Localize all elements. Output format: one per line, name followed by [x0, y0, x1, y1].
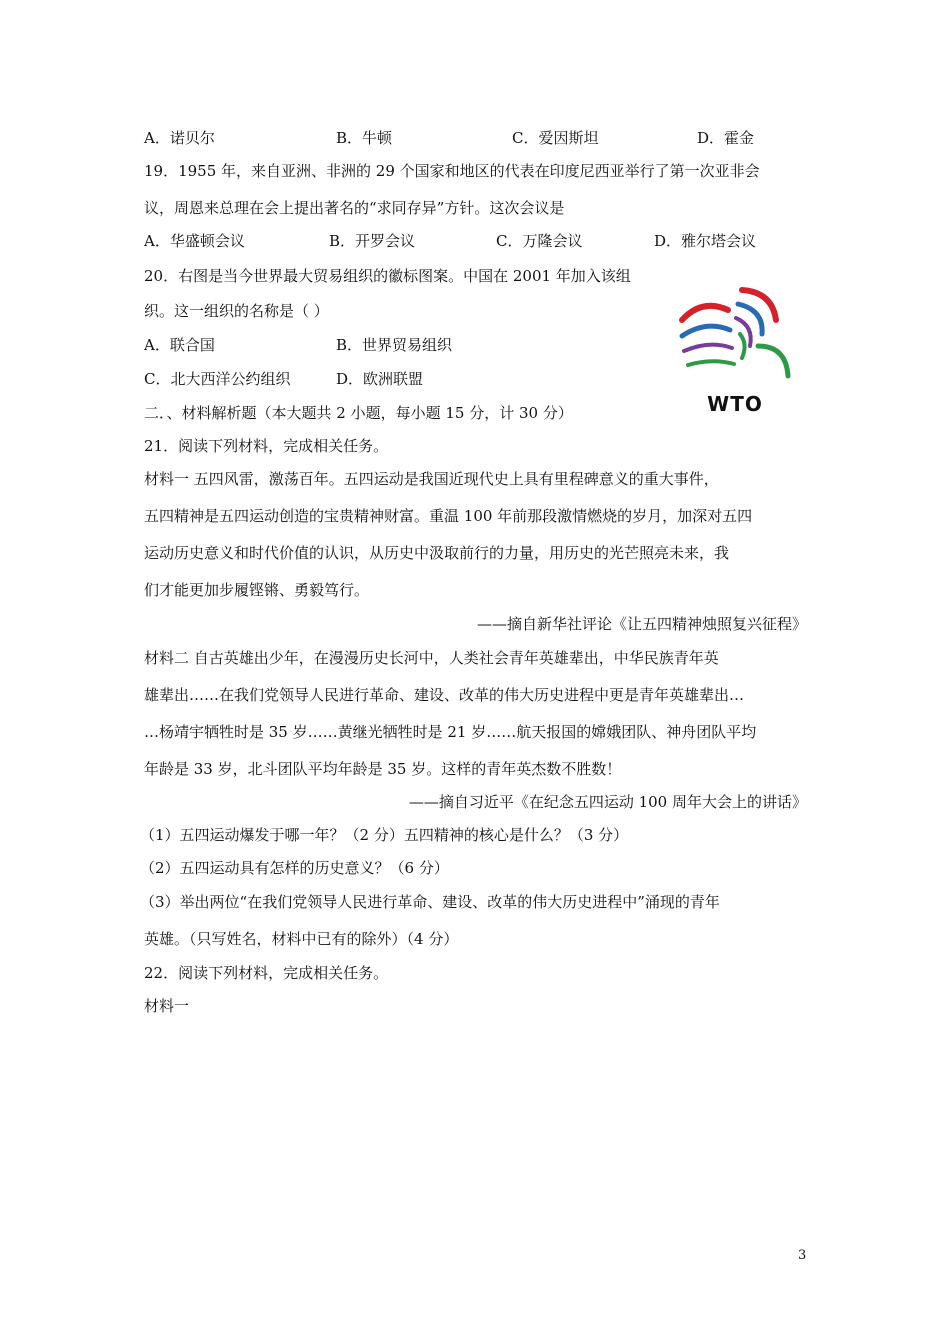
q20-option-b: B．世界贸易组织	[336, 336, 453, 354]
q21-material2-line-1: 材料二 自古英雄出少年，在漫漫历史长河中，人类社会青年英雄辈出，中华民族青年英	[144, 649, 719, 667]
wto-arcs-icon	[676, 284, 794, 390]
q19-option-b: B．开罗会议	[329, 232, 416, 250]
q21-material2-source: ——摘自习近平《在纪念五四运动 100 周年大会上的讲话》	[408, 793, 807, 811]
q21-material2-line-2: 雄辈出……在我们党领导人民进行革命、建设、改革的伟大历史进程中更是青年英雄辈出…	[144, 686, 745, 704]
q18-option-a: A．诺贝尔	[144, 129, 215, 147]
q21-material1-source: ——摘自新华社评论《让五四精神烛照复兴征程》	[476, 615, 807, 633]
wto-logo-text: WTO	[707, 392, 763, 416]
q21-material1-line-2: 五四精神是五四运动创造的宝贵精神财富。重温 100 年前那段激情燃烧的岁月，加深对五四	[144, 507, 753, 525]
q21-material2-line-3: …杨靖宇牺牲时是 35 岁……黄继光牺牲时是 21 岁……航天报国的嫦娥团队、神舟团队平均	[144, 723, 757, 741]
q21-material1-line-1: 材料一 五四风雷，激荡百年。五四运动是我国近现代史上具有里程碑意义的重大事件，	[144, 470, 719, 488]
q19-option-c: C．万隆会议	[496, 232, 583, 250]
q19-line-1: 19．1955 年，来自亚洲、非洲的 29 个国家和地区的代表在印度尼西亚举行了第一次亚非会	[144, 162, 760, 180]
q20-option-a: A．联合国	[144, 336, 215, 354]
wto-logo	[676, 284, 794, 420]
page-number: 3	[798, 1248, 807, 1263]
q19-line-2: 议，周恩来总理在会上提出著名的“求同存异”方针。这次会议是	[144, 199, 565, 217]
q21-material2-line-4: 年龄是 33 岁，北斗团队平均年龄是 35 岁。这样的青年英杰数不胜数！	[144, 760, 622, 778]
q18-option-d: D．霍金	[697, 129, 755, 147]
q21-material1-line-4: 们才能更加步履铿锵、勇毅笃行。	[144, 581, 370, 599]
q21-task-3-line-1: （3）举出两位“在我们党领导人民进行革命、建设、改革的伟大历史进程中”涌现的青年	[140, 893, 720, 911]
q18-option-c: C．爱因斯坦	[512, 129, 599, 147]
q19-option-d: D．雅尔塔会议	[654, 232, 757, 250]
q22-material1-label: 材料一	[144, 997, 190, 1015]
q21-task-2: （2）五四运动具有怎样的历史意义？（6 分）	[140, 859, 449, 877]
q21-title: 21．阅读下列材料，完成相关任务。	[144, 437, 389, 455]
section-heading: 二．、材料解析题（本大题共 2 小题，每小题 15 分，计 30 分）	[144, 404, 573, 422]
q21-task-1: （1）五四运动爆发于哪一年？（2 分）五四精神的核心是什么？（3 分）	[140, 826, 629, 844]
q20-option-d: D．欧洲联盟	[336, 370, 424, 388]
q22-title: 22．阅读下列材料，完成相关任务。	[144, 964, 389, 982]
q19-option-a: A．华盛顿会议	[144, 232, 245, 250]
q20-line-2: 织。这一组织的名称是（ ）	[144, 302, 329, 320]
q21-material1-line-3: 运动历史意义和时代价值的认识，从历史中汲取前行的力量，用历史的光芒照亮未来，我	[144, 544, 730, 562]
q18-option-b: B．牛顿	[336, 129, 393, 147]
q21-task-3-line-2: 英雄。（只写姓名，材料中已有的除外）（4 分）	[144, 930, 459, 948]
q20-line-1: 20．右图是当今世界最大贸易组织的徽标图案。中国在 2001 年加入该组	[144, 267, 631, 285]
q20-option-c: C．北大西洋公约组织	[144, 370, 291, 388]
